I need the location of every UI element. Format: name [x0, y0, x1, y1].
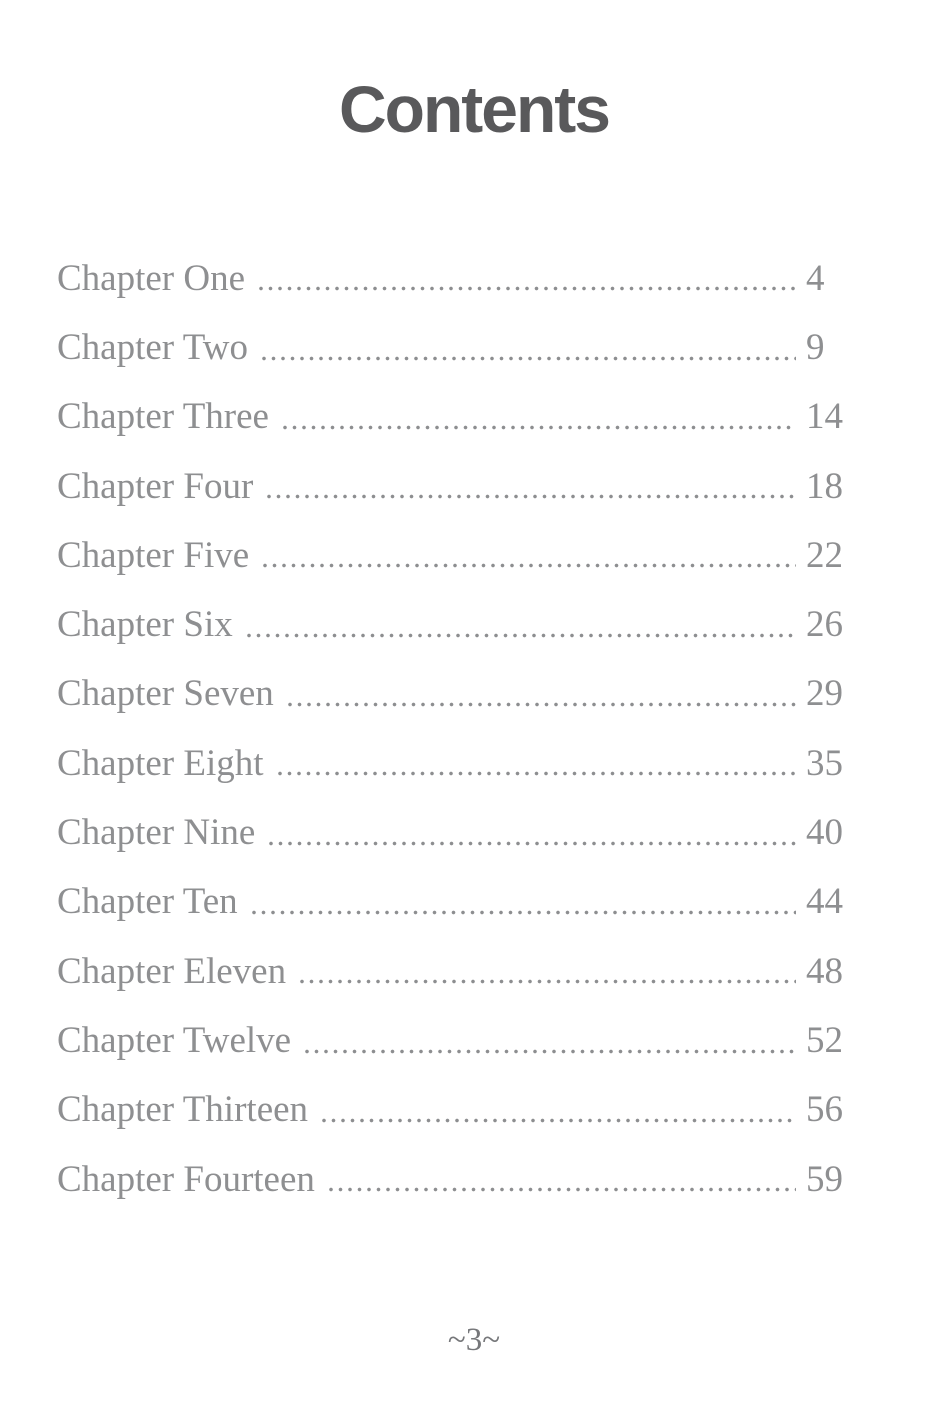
dot-leader [288, 702, 796, 707]
dot-leader [269, 841, 796, 846]
page-number: 18 [806, 465, 843, 507]
toc-entry [57, 231, 848, 300]
chapter-label: Chapter Twelve [57, 1019, 292, 1061]
dot-leader [278, 771, 796, 776]
chapter-label: Chapter Nine [57, 812, 256, 854]
toc-entry [57, 370, 848, 439]
chapter-label: Chapter Seven [57, 673, 274, 715]
toc-entry [57, 577, 848, 646]
chapter-label: Chapter Fourteen [57, 1158, 315, 1200]
dot-leader [300, 979, 796, 984]
folio-page-number: ~3~ [447, 1322, 501, 1358]
table-of-contents [57, 231, 848, 1201]
toc-entry [57, 1132, 848, 1201]
page-number: 40 [806, 812, 843, 854]
chapter-label: Chapter Eight [57, 742, 264, 784]
toc-entry [57, 716, 848, 785]
chapter-label: Chapter Two [57, 326, 248, 368]
toc-entry [57, 300, 848, 369]
chapter-label: Chapter One [57, 257, 246, 299]
page-number: 14 [806, 396, 843, 438]
chapter-label: Chapter Thirteen [57, 1089, 309, 1131]
dot-leader [322, 1118, 796, 1123]
dot-leader [259, 286, 796, 291]
dot-leader [283, 425, 796, 430]
chapter-label: Chapter Ten [57, 881, 238, 923]
page-number: 22 [806, 534, 843, 576]
dot-leader [262, 356, 796, 361]
dot-leader [263, 563, 796, 568]
page-title: Contents [339, 72, 609, 146]
toc-entry [57, 647, 848, 716]
page-number: 29 [806, 673, 843, 715]
toc-entry [57, 439, 848, 508]
page-number: 59 [806, 1158, 843, 1200]
chapter-label: Chapter Five [57, 534, 250, 576]
chapter-label: Chapter Six [57, 604, 233, 646]
page-number: 9 [806, 326, 825, 368]
toc-entry [57, 993, 848, 1062]
toc-entry [57, 855, 848, 924]
dot-leader [267, 494, 796, 499]
toc-entry [57, 508, 848, 577]
toc-entry [57, 785, 848, 854]
chapter-label: Chapter Three [57, 396, 269, 438]
chapter-label: Chapter Four [57, 465, 254, 507]
page-number: 35 [806, 742, 843, 784]
toc-entry [57, 1063, 848, 1132]
page-number: 4 [806, 257, 825, 299]
chapter-label: Chapter Eleven [57, 950, 287, 992]
page-number: 48 [806, 950, 843, 992]
page-number: 44 [806, 881, 843, 923]
page-number: 56 [806, 1089, 843, 1131]
dot-leader [252, 910, 796, 915]
page-number: 52 [806, 1019, 843, 1061]
dot-leader [247, 633, 796, 638]
toc-entry [57, 924, 848, 993]
dot-leader [329, 1187, 796, 1192]
dot-leader [305, 1049, 796, 1054]
page-number: 26 [806, 604, 843, 646]
